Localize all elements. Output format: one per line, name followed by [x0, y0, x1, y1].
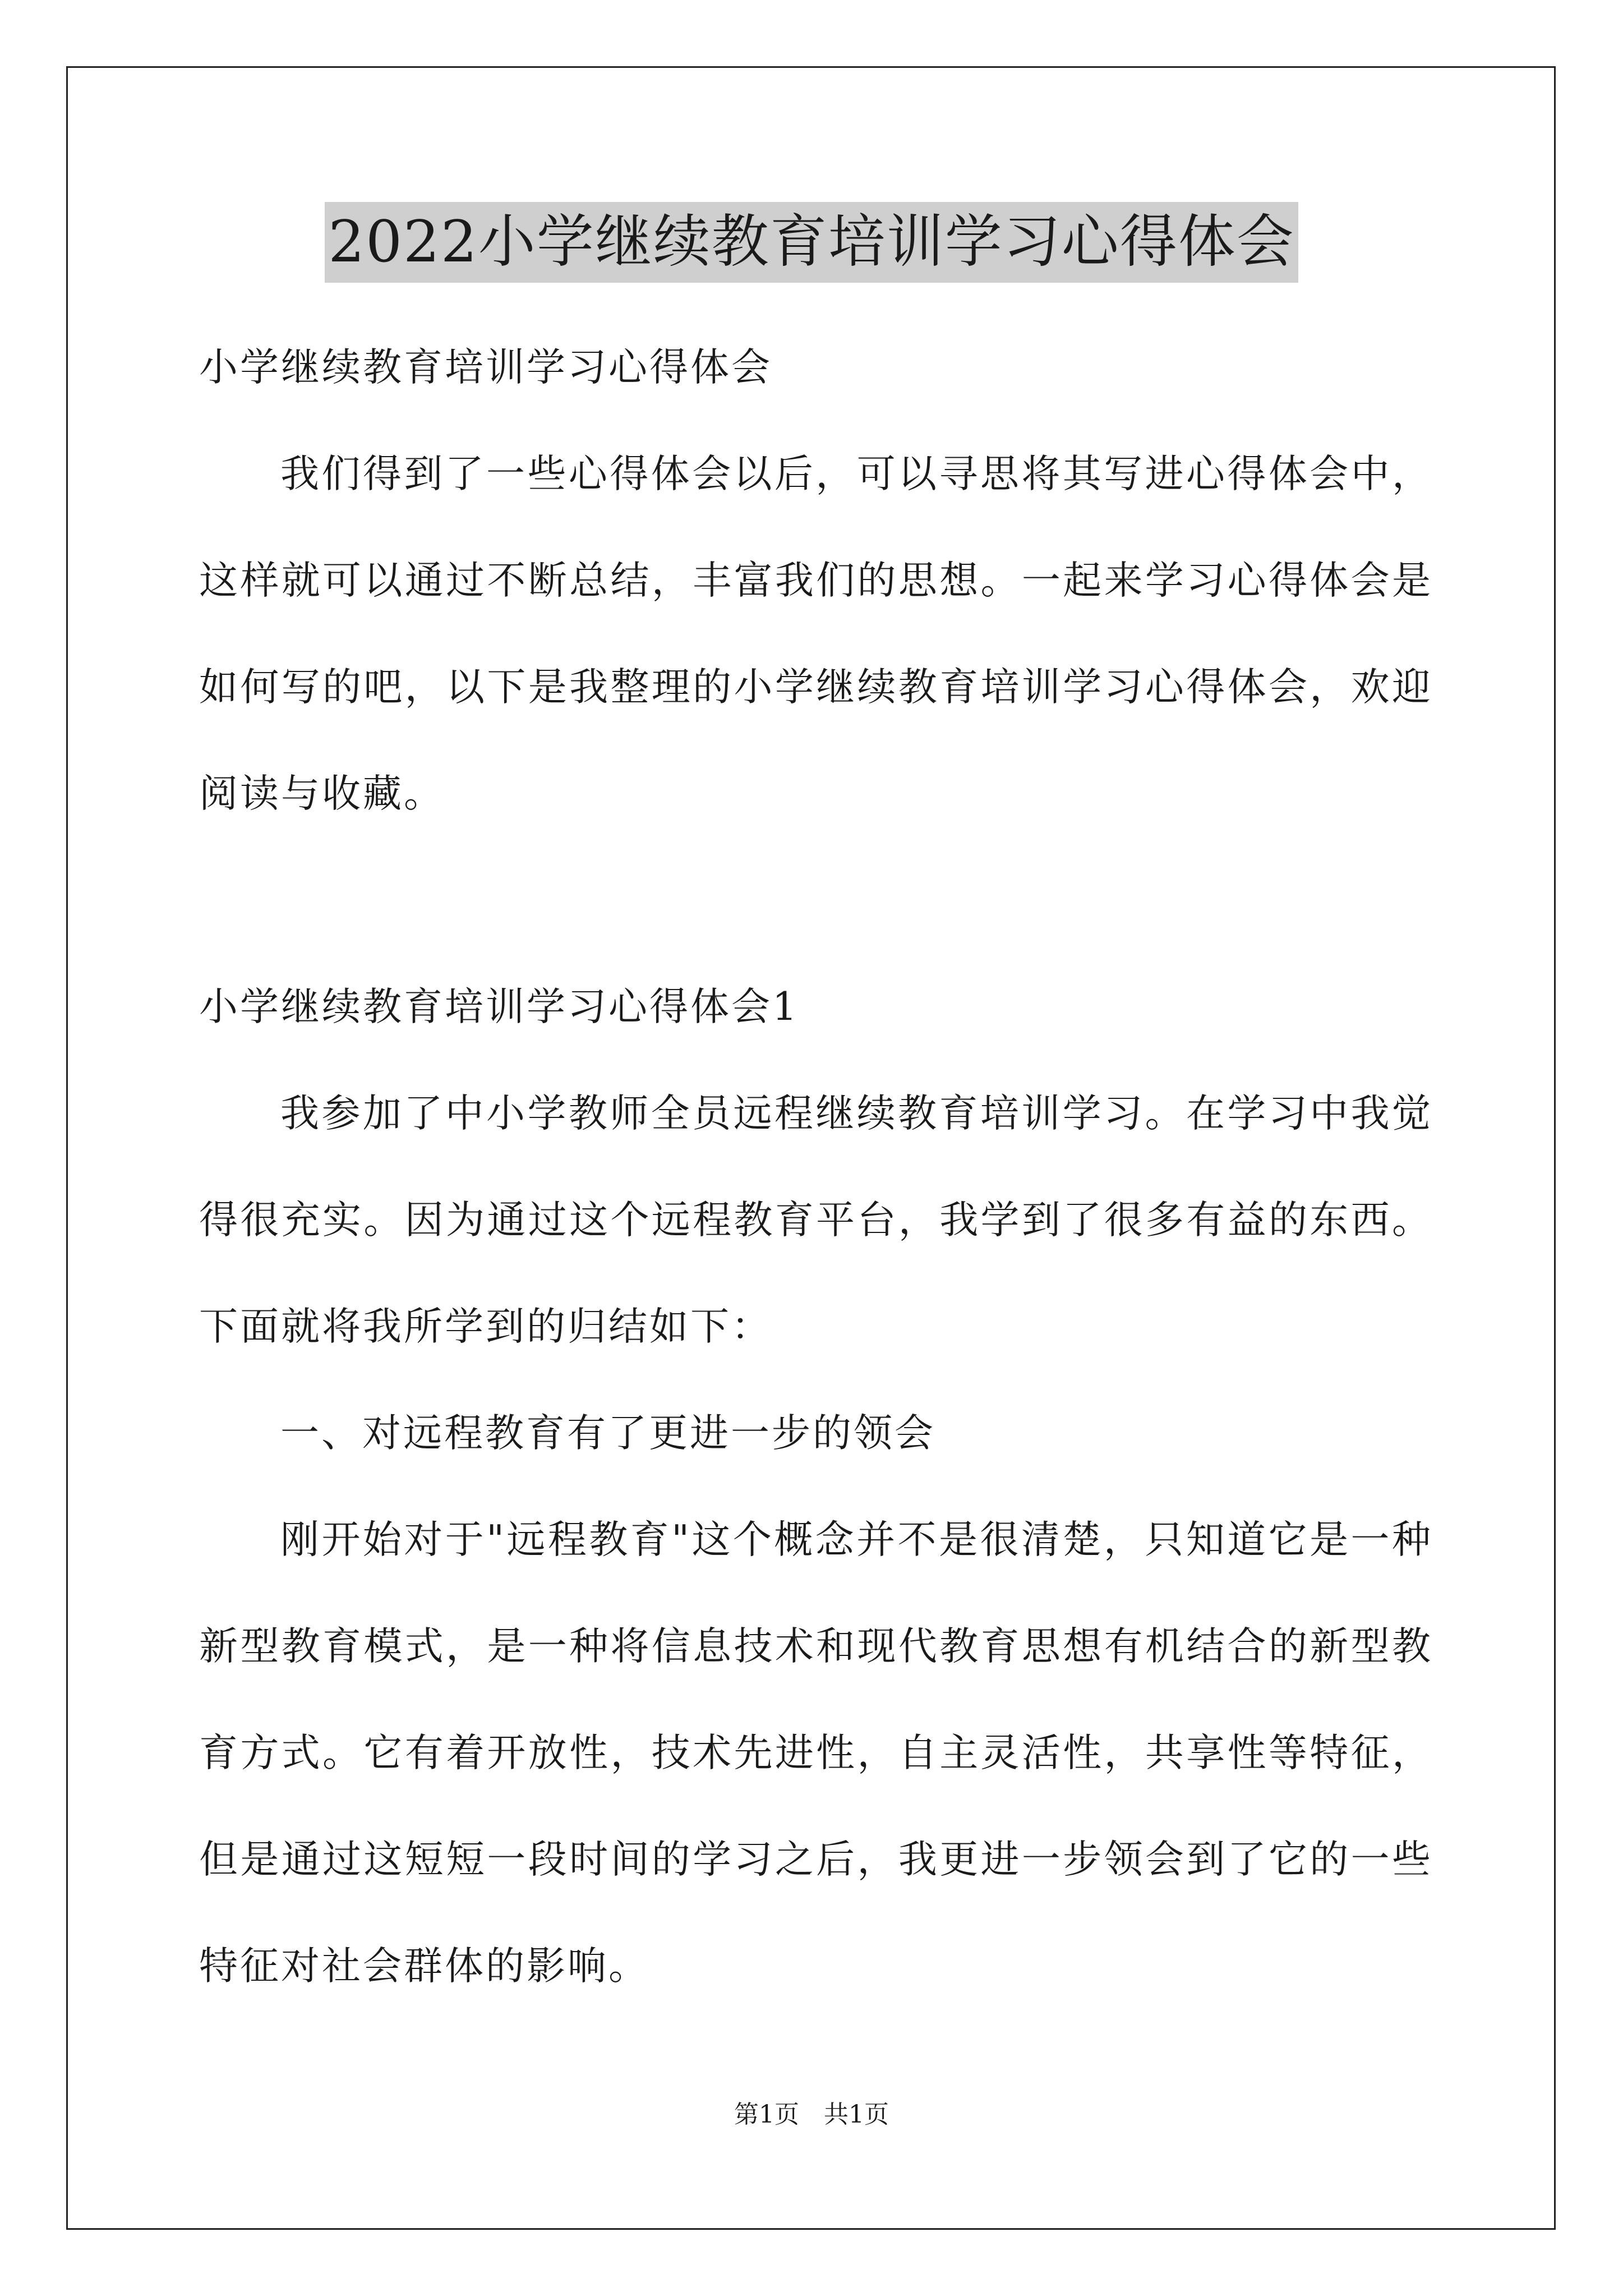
document-body — [199, 314, 1433, 2019]
subtitle: 小学继续教育培训学习心得体会 — [199, 345, 772, 390]
paragraph-gap — [199, 847, 1433, 954]
page-total: 共1页 — [824, 2100, 889, 2129]
section-heading: 小学继续教育培训学习心得体会1 — [199, 984, 799, 1029]
intro-paragraph: 我们得到了一些心得体会以后，可以寻思将其写进心得体会中，这样就可以通过不断总结，丰富我们的思想。一起来学习心得体会是如何写的吧，以下是我整理的小学继续教育培训学习心得体会，欢迎阅读与收藏。 — [199, 452, 1433, 816]
body-paragraph: 我参加了中小学教师全员远程继续教育培训学习。在学习中我觉得很充实。因为通过这个远程教育平台，我学到了很多有益的东西。下面就将我所学到的归结如下： — [199, 1091, 1433, 1349]
body-paragraph: 刚开始对于"远程教育"这个概念并不是很清楚，只知道它是一种新型教育模式，是一种将信息技术和现代教育思想有机结合的新型教育方式。它有着开放性，技术先进性，自主灵活性，共享性等特征，但是通过这短短一段时间的学习之后，我更进一步领会到了它的一些特征对社会群体的影响。 — [199, 1517, 1433, 1989]
document-title: 2022小学继续教育培训学习心得体会 — [325, 202, 1298, 283]
page-footer — [0, 2098, 1623, 2132]
subsection-heading: 一、对远程教育有了更进一步的领会 — [280, 1411, 935, 1456]
title-container — [0, 202, 1623, 283]
page-number: 第1页 — [734, 2100, 799, 2129]
